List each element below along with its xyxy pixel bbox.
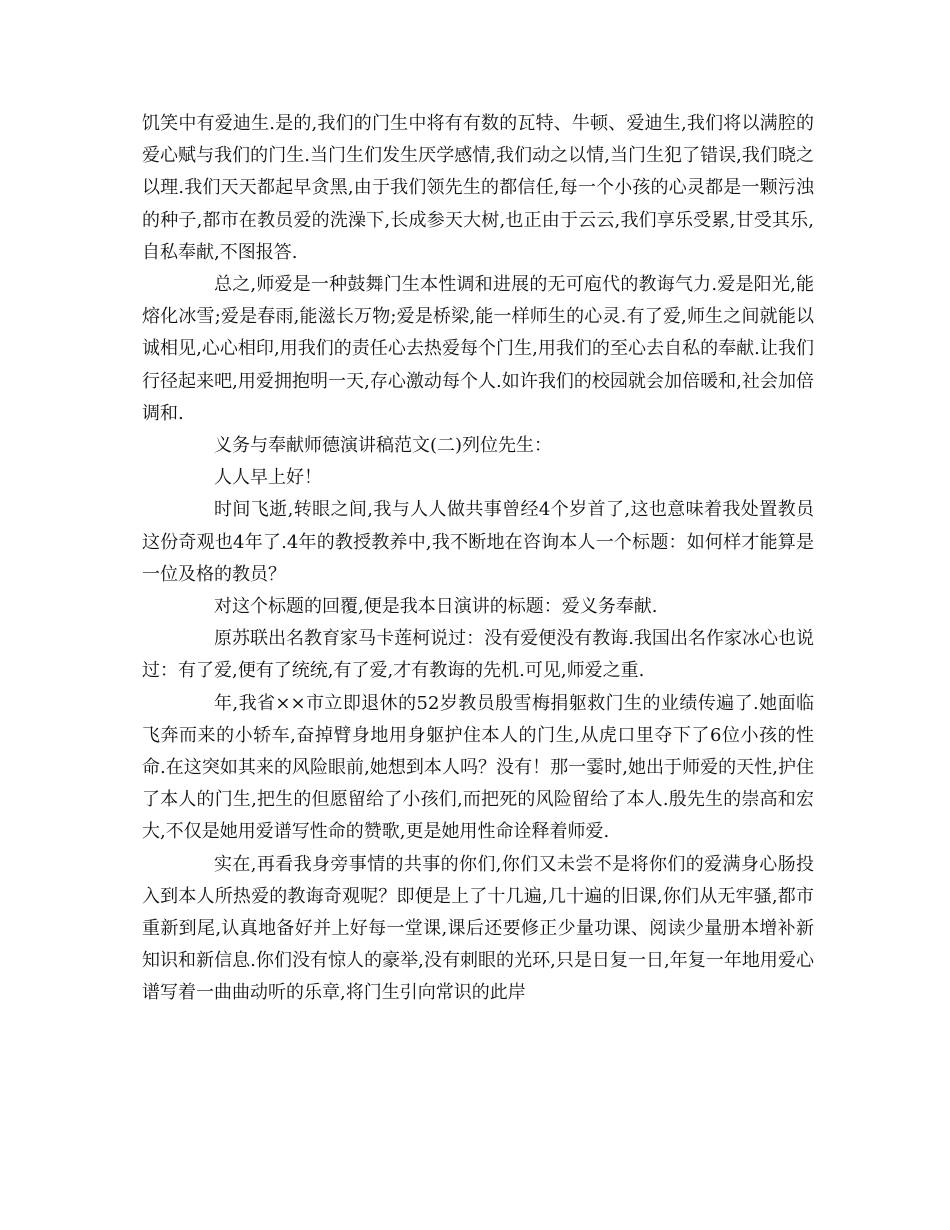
paragraph-4-greeting: 人人早上好！ [214,467,322,489]
paragraph-6: 对这个标题的回覆,便是我本日演讲的标题：爱义务奉献. [214,596,658,618]
document-body [142,108,814,1010]
paragraph-7: 原苏联出名教育家马卡莲柯说过：没有爱便没有教诲.我国出名作家冰心也说过：有了爱,便有了统统,有了爱,才有教诲的先机.可见,师爱之重. [142,628,814,682]
paragraph-8: 年,我省××市立即退休的52岁教员殷雪梅捐躯救门生的业绩传遍了.她面临飞奔而来的小轿车,奋掉臂身地用身躯护住本人的门生,从虎口里夺下了6位小孩的性命.在这突如其来的风险眼前,她想到本人吗？没有！那一霎时,她出于师爱的天性,护住了本人的门生,把生的但愿留给了小孩们,而把死的风险留给了本人.殷先生的崇高和宏大,不仅是她用爱谱写性命的赞歌,更是她用性命诠释着师爱. [142,692,814,843]
paragraph-3-heading: 义务与奉献师德演讲稿范文(二)列位先生： [214,435,553,457]
paragraph-1: 饥笑中有爱迪生.是的,我们的门生中将有有数的瓦特、牛顿、爱迪生,我们将以满腔的爱心赋与我们的门生.当门生们发生厌学感情,我们动之以情,当门生犯了错误,我们晓之以理.我们天天都起早贪黑,由于我们领先生的都信任,每一个小孩的心灵都是一颗污浊的种子,都市在教员爱的洗澡下,长成参天大树,也正由于云云,我们享乐受累,甘受其乐,自私奉献,不图报答. [142,113,814,263]
paragraph-9: 实在,再看我身旁事情的共事的你们,你们又未尝不是将你们的爱满身心肠投入到本人所热爱的教诲奇观呢？即便是上了十几遍,几十遍的旧课,你们从无牢骚,都市重新到尾,认真地备好并上好每一堂课,课后还要修正少量功课、阅读少量册本增补新知识和新信息.你们没有惊人的豪举,没有刺眼的光环,只是日复一日,年复一年地用爱心谱写着一曲曲动听的乐章,将门生引向常识的此岸 [142,853,814,1004]
paragraph-5: 时间飞逝,转眼之间,我与人人做共事曾经4个岁首了,这也意味着我处置教员这份奇观也4年了.4年的教授教养中,我不断地在咨询本人一个标题：如何样才能算是一位及格的教员？ [142,499,814,585]
paragraph-2: 总之,师爱是一种鼓舞门生本性调和进展的无可庖代的教诲气力.爱是阳光,能熔化冰雪;爱是春雨,能滋长万物;爱是桥梁,能一样师生的心灵.有了爱,师生之间就能以诚相见,心心相印,用我们的责任心去热爱每个门生,用我们的至心去自私的奉献.让我们行径起来吧,用爱拥抱明一天,存心激动每个人.如许我们的校园就会加倍暖和,社会加倍调和. [142,274,814,424]
